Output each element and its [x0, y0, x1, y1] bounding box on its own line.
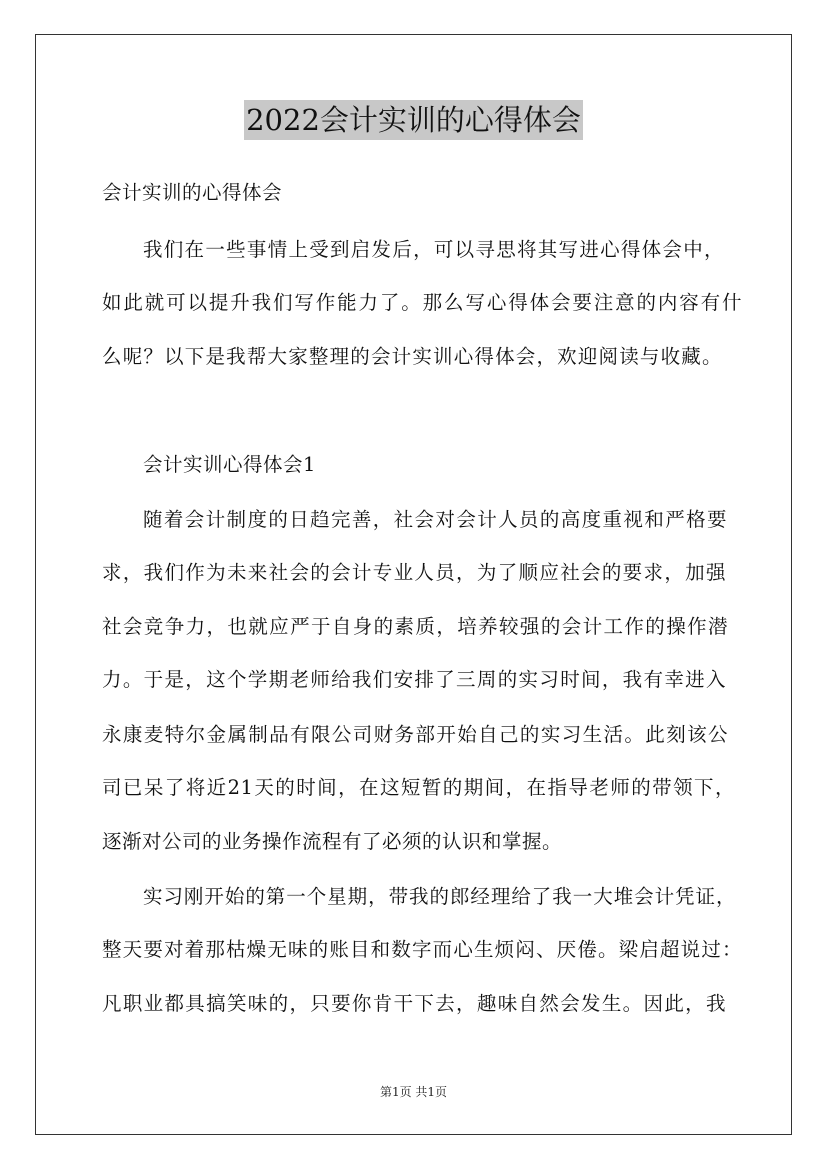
section-heading: 会计实训心得体会1: [143, 453, 316, 476]
document-title: 2022会计实训的心得体会: [244, 100, 583, 140]
paragraph-line: 凡职业都具搞笑味的，只要你肯干下去，趣味自然会发生。因此，我: [102, 992, 726, 1015]
paragraph-line: 随着会计制度的日趋完善，社会对会计人员的高度重视和严格要: [143, 508, 727, 531]
paragraph-line: 逐渐对公司的业务操作流程有了必须的认识和掌握。: [102, 830, 563, 853]
paragraph-line: 我们在一些事情上受到启发后，可以寻思将其写进心得体会中，: [143, 238, 724, 261]
page-footer: 第1页 共1页: [379, 1085, 448, 1099]
document-subtitle: 会计实训的心得体会: [102, 181, 283, 204]
paragraph-line: 永康麦特尔金属制品有限公司财务部开始自己的实习生活。此刻该公: [102, 723, 728, 746]
title-container: [0, 100, 827, 140]
paragraph-line: 社会竞争力，也就应严于自身的素质，培养较强的会计工作的操作潜: [102, 615, 728, 638]
paragraph-line: 实习刚开始的第一个星期，带我的郎经理给了我一大堆会计凭证，: [143, 885, 736, 908]
paragraph-line: 如此就可以提升我们写作能力了。那么写心得体会要注意的内容有什: [102, 291, 742, 314]
paragraph-line: 么呢？以下是我帮大家整理的会计实训心得体会，欢迎阅读与收藏。: [102, 345, 722, 368]
paragraph-line: 司已呆了将近21天的时间，在这短暂的期间，在指导老师的带领下，: [102, 776, 735, 799]
paragraph-line: 整天要对着那枯燥无味的账目和数字而心生烦闷、厌倦。梁启超说过：: [102, 938, 742, 961]
paragraph-line: 力。于是，这个学期老师给我们安排了三周的实习时间，我有幸进入: [102, 668, 726, 691]
paragraph-line: 求，我们作为未来社会的会计专业人员，为了顺应社会的要求，加强: [102, 561, 726, 584]
